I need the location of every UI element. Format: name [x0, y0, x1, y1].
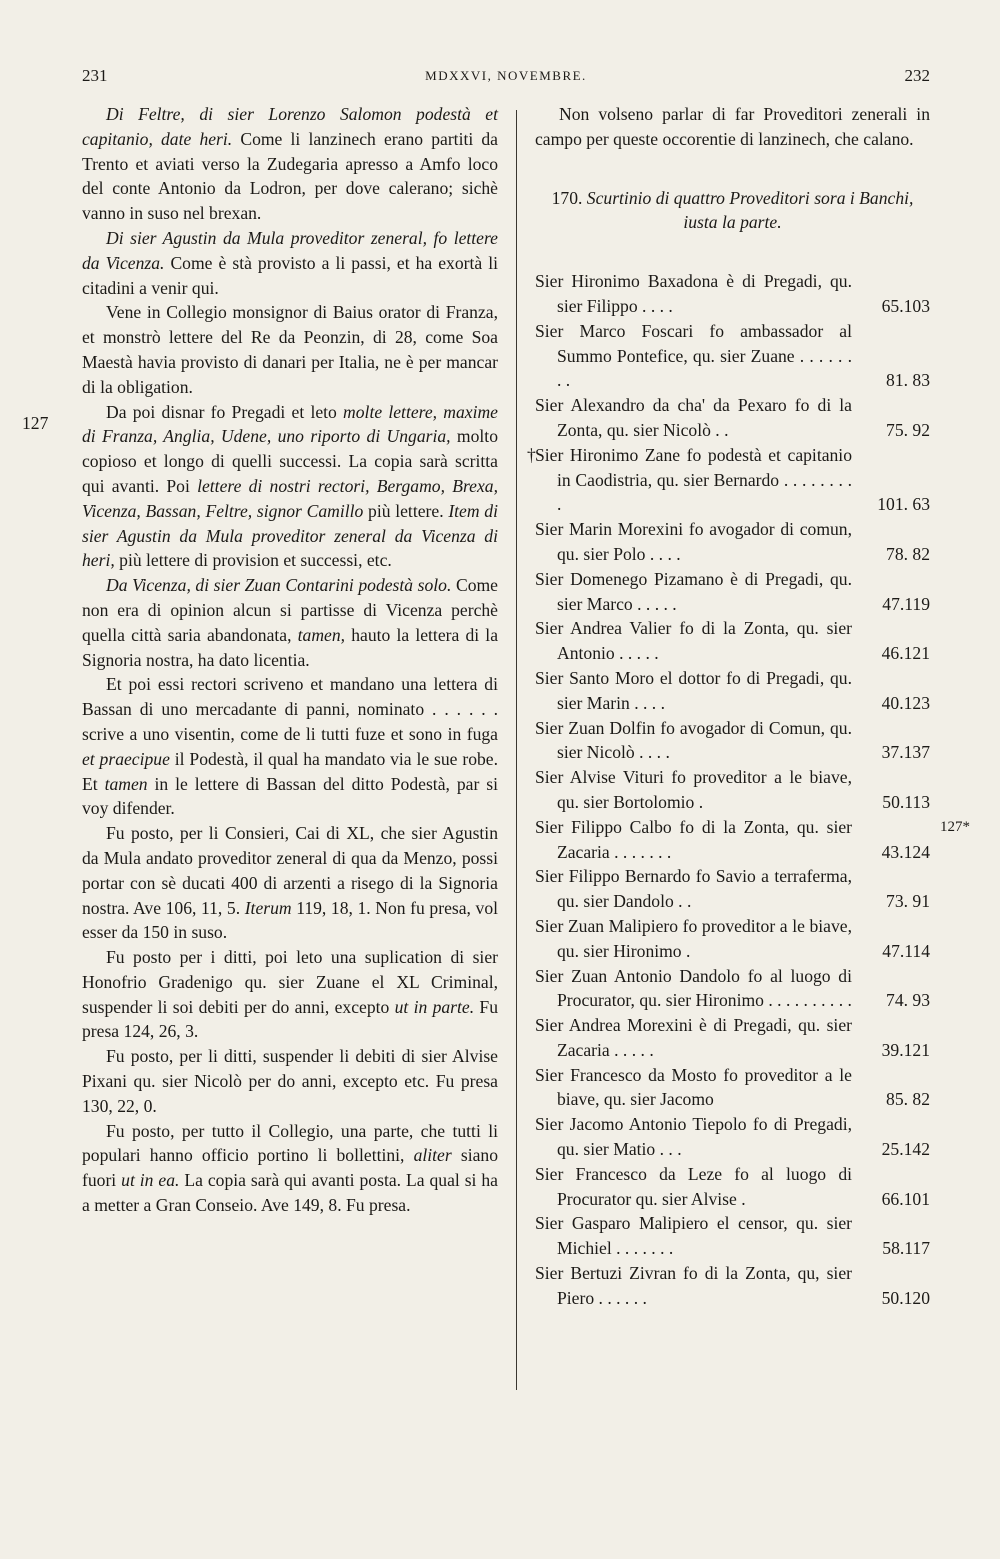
paragraph-text: Fu presa 124, 26, 3.: [82, 996, 499, 1042]
paragraph: Vene in Collegio monsignor di Baius orator di Franza, et monstrò lettere del Re da Peonzin, di 28, come Soa Maestà havia provisto di danari per Italia, ne è per mancar di la obligation.: [82, 302, 498, 397]
vote-entry: [535, 1162, 930, 1212]
vote-count: 47.114: [882, 940, 930, 961]
vote-count: 73. 91: [886, 891, 930, 912]
vote-entry: [535, 815, 930, 865]
italic-text: lettere di nostri rectori, Bergamo, Brexa, Vicenza, Bassan, Feltre, signor Camillo: [82, 475, 498, 521]
paragraph-text: Fu posto, per tutto il Collegio, una parte, che tutti li populari hanno officio portino li bollettini,: [82, 1120, 498, 1166]
vote-count: 46.121: [881, 643, 930, 664]
vote-count: 66.101: [881, 1188, 930, 1209]
vote-entry: [535, 666, 930, 716]
paragraph: [82, 821, 498, 945]
vote-entry: [535, 517, 930, 567]
vote-entry: [535, 1261, 930, 1311]
candidate-name: Sier Francesco da Leze fo al luogo di Procurator qu. sier Alvise .: [535, 1163, 852, 1209]
paragraph-text: molto copioso et longo di quelli successi. La copia sarà scritta qui avanti. Poi: [82, 426, 498, 496]
candidate-name: Sier Santo Moro el dottor fo di Pregadi, qu. sier Marin . . . .: [535, 667, 852, 713]
vote-count: 47.119: [882, 593, 930, 614]
candidate-name: Sier Bertuzi Zivran fo di la Zonta, qu, sier Piero . . . . . .: [535, 1263, 852, 1308]
paragraph-text: Fu posto, per li Consieri, Cai di XL, che sier Agustin da Mula andato proveditor zeneral di qua da Menzo, possi portar con sè ducati 400 di arzenti a risego di la Signoria nostra. Ave 106, 11, 5.: [82, 823, 498, 918]
margin-note-right: 127*: [940, 819, 970, 835]
paragraph-text: hauto la lettera di la Signoria nostra, ha dato licentia.: [82, 624, 498, 670]
vote-count: 50.120: [881, 1287, 930, 1308]
candidate-name: Sier Zuan Antonio Dandolo fo al luogo di Procurator, qu. sier Hironimo . . . . . . . . . .: [535, 965, 852, 1011]
candidate-name: Sier Hironimo Zane fo podestà et capitanio in Caodistria, qu. sier Bernardo . . . . . . . . .: [535, 444, 852, 515]
vote-entry: [535, 567, 930, 617]
italic-text: ut in ea.: [121, 1170, 180, 1191]
vote-entry: [535, 1063, 930, 1113]
paragraph-text: siano fuori: [82, 1145, 498, 1191]
paragraph: [82, 102, 498, 226]
candidate-name: Sier Filippo Bernardo fo Savio a terraferma, qu. sier Dandolo . .: [535, 866, 852, 912]
paragraph: Non volseno parlar di far Proveditori zenerali in campo per queste occorentie di lanzinech, che calano.: [535, 104, 930, 149]
candidate-name: Sier Zuan Malipiero fo proveditor a le biave, qu. sier Hironimo .: [535, 915, 852, 961]
page-number-left: 231: [82, 66, 108, 85]
paragraph: [82, 945, 498, 1044]
paragraph: [82, 226, 498, 300]
vote-entry: [535, 1013, 930, 1063]
vote-count: 40.123: [881, 692, 930, 713]
paragraph-text: più lettere di provision et successi, etc.: [114, 550, 392, 571]
vote-count: 74. 93: [886, 990, 930, 1011]
right-column: [527, 102, 930, 1311]
italic-heading: Di sier Agustin da Mula proveditor zeneral, fo lettere da Vicenza.: [82, 227, 498, 273]
vote-count: 65.103: [881, 295, 930, 316]
candidate-name: Sier Marin Morexini fo avogador di comun, qu. sier Polo . . . .: [535, 519, 852, 564]
paragraph-text: Fu posto per i ditti, poi leto una suplication di sier Honofrio Gradenigo qu. sier Zuane el XL Criminal, suspender li soi debiti per do anni, excepto: [82, 947, 498, 1017]
candidate-name: Sier Gasparo Malipiero el censor, qu. sier Michiel . . . . . . .: [535, 1213, 852, 1259]
vote-entry: [535, 765, 930, 815]
page-number-right: 232: [904, 66, 930, 85]
italic-text: Iterum: [244, 897, 292, 918]
paragraph-text: Et poi essi rectori scriveno et mandano una lettera di Bassan di uno mercadante di panni, nominato . . . . . . scrive a uno visentin, come de li tutti fuze et sono in fuga: [82, 674, 498, 744]
vote-count: 50.113: [882, 791, 930, 812]
paragraph-text: Da poi disnar fo Pregadi et leto: [106, 401, 344, 422]
vote-count: 58.117: [882, 1238, 930, 1259]
paragraph-text: Come non era di opinion alcun si partisse di Vicenza perchè quella città saria abandonata,: [82, 575, 498, 645]
vote-entry: [527, 443, 930, 517]
vote-list: [527, 269, 930, 1310]
italic-heading: Di Feltre, di sier Lorenzo Salomon podestà et capitanio, date heri.: [82, 104, 498, 149]
running-header: [82, 66, 930, 96]
candidate-name: Sier Andrea Morexini è di Pregadi, qu. sier Zacaria . . . . .: [535, 1015, 852, 1060]
candidate-name: Sier Domenego Pizamano è di Pregadi, qu. sier Marco . . . . .: [535, 568, 852, 614]
candidate-name: Sier Hironimo Baxadona è di Pregadi, qu. sier Filippo . . . .: [535, 271, 852, 316]
italic-text: ut in parte.: [394, 996, 475, 1017]
vote-entry: [535, 269, 930, 319]
candidate-name: Sier Francesco da Mosto fo proveditor a le biave, qu. sier Jacomo: [535, 1064, 852, 1110]
candidate-name: Sier Andrea Valier fo di la Zonta, qu. sier Antonio . . . . .: [535, 618, 852, 664]
italic-text: Item di sier Agustin da Mula proveditor zeneral da Vicenza di heri,: [82, 500, 498, 571]
vote-count: 101. 63: [877, 494, 930, 515]
vote-entry: [535, 964, 930, 1014]
paragraph-text: La copia sarà qui avanti posta. La qual si ha a metter a Gran Conseio. Ave 149, 8. Fu presa.: [82, 1170, 498, 1216]
vote-entry: [535, 914, 930, 964]
vote-count: 39.121: [881, 1039, 930, 1060]
vote-entry: [535, 319, 930, 393]
dagger-mark: †: [527, 444, 536, 465]
vote-entry: [535, 393, 930, 443]
candidate-name: Sier Zuan Dolfin fo avogador di Comun, qu. sier Nicolò . . . .: [535, 717, 852, 763]
vote-entry: [535, 716, 930, 766]
paragraph: Fu posto, per li ditti, suspender li debiti di sier Alvise Pixani qu. sier Nicolò per do anni, excepto etc. Fu presa 130, 22, 0.: [82, 1046, 498, 1116]
section-title: Scurtinio di quattro Proveditori sora i Banchi, iusta la parte.: [586, 187, 914, 233]
paragraph-text: 119, 18, 1. Non fu presa, vol esser da 150 in suso.: [82, 897, 498, 943]
vote-count: 75. 92: [886, 419, 930, 440]
vote-entry: [535, 1112, 930, 1162]
candidate-name: Sier Alvise Vituri fo proveditor a le biave, qu. sier Bortolomio .: [535, 767, 852, 812]
paragraph-text: il Podestà, il qual ha mandato via le sue robe. Et: [82, 748, 499, 794]
vote-count: 85. 82: [886, 1089, 930, 1110]
running-title: MDXXVI, NOVEMBRE.: [425, 68, 587, 83]
candidate-name: Sier Marco Foscari fo ambassador al Summo Pontefice, qu. sier Zuane . . . . . . . .: [535, 320, 852, 391]
paragraph: [82, 573, 498, 672]
margin-note-left: 127: [22, 413, 49, 433]
paragraph-text: Come è stà provisto a li passi, et ha exortà li citadini a venir qui.: [82, 252, 499, 298]
italic-text: molte lettere, maxime di Franza, Anglia, Udene, uno riporto di Ungaria,: [82, 401, 498, 447]
section-heading: [535, 186, 930, 236]
italic-heading: Da Vicenza, di sier Zuan Contarini podestà solo.: [106, 575, 452, 596]
paragraph-text: Come li lanzinech erano partiti da Trento et aviati verso la Zudegaria apresso a Amfo loco del conte Antonio da Lodron, per dove calerano; sichè vanno in suso nel brexan.: [82, 128, 498, 224]
vote-entry: [535, 1211, 930, 1261]
vote-entry: [535, 616, 930, 666]
italic-text: et praecipue: [82, 748, 170, 769]
vote-count: 78. 82: [886, 543, 930, 564]
vote-entry: [535, 864, 930, 914]
vote-count: 37.137: [881, 742, 930, 763]
candidate-name: Sier Alexandro da cha' da Pexaro fo di la Zonta, qu. sier Nicolò . .: [535, 395, 852, 440]
candidate-name: Sier Filippo Calbo fo di la Zonta, qu. sier Zacaria . . . . . . .: [535, 816, 852, 862]
paragraph: [82, 1119, 498, 1218]
left-column: [82, 102, 498, 1218]
vote-count: 43.124: [881, 841, 930, 862]
italic-text: tamen: [104, 773, 148, 794]
section-number: 170.: [551, 187, 583, 208]
vote-count: 81. 83: [886, 370, 930, 391]
candidate-name: Sier Jacomo Antonio Tiepolo fo di Pregadi, qu. sier Matio . . .: [535, 1114, 852, 1160]
paragraph-text: più lettere.: [363, 500, 449, 521]
paragraph: [82, 400, 498, 574]
paragraph: [82, 672, 498, 821]
italic-text: aliter: [413, 1145, 452, 1166]
paragraph-text: in le lettere di Bassan del ditto Podestà, par si voy difender.: [82, 773, 498, 819]
italic-text: tamen,: [297, 624, 346, 645]
vote-count: 25.142: [881, 1139, 930, 1160]
column-divider: [516, 110, 517, 1390]
